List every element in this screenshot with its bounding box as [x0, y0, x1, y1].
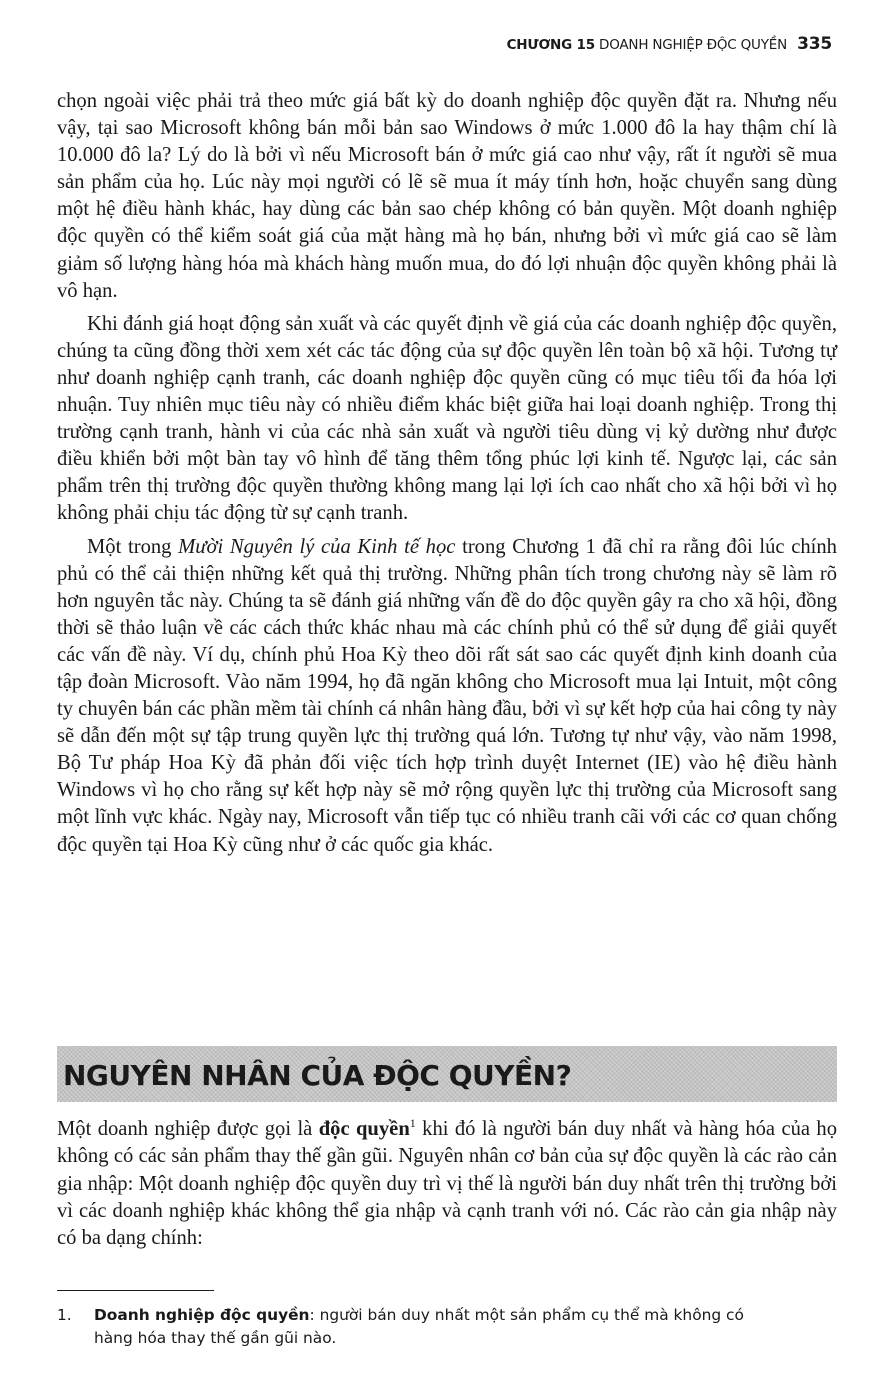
footnote-definition-continued: hàng hóa thay thế gần gũi nào.: [94, 1329, 337, 1347]
footnote-term: Doanh nghiệp độc quyền: [94, 1306, 310, 1324]
paragraph-3-rest: trong Chương 1 đã chỉ ra rằng đôi lúc chính phủ có thể cải thiện những kết quả thị trường. Những phân tích trong chương này sẽ làm rõ hơn nguyên tắc này. Chúng ta sẽ đánh giá những vấn đề do độc quyền gây ra cho xã hội, đồng thời sẽ thảo luận về các cách thức khác nhau mà các chính phủ có thể sử dụng để giải quyết các vấn đề này. Ví dụ, chính phủ Hoa Kỳ theo dõi rất sát sao các quyết định kinh doanh của tập đoàn Microsoft. Vào năm 1994, họ đã ngăn không cho Microsoft mua lại Intuit, một công ty chuyên bán các phần mềm tài chính cá nhân hàng đầu, bởi vì sự kết hợp của hai công ty này sẽ dẫn đến một sự tập trung quyền lực thị trường quá lớn. Tương tự như vậy, vào năm 1998, Bộ Tư pháp Hoa Kỳ đã phản đối việc tích hợp trình duyệt Internet (IE) vào hệ điều hành Windows vì họ cho rằng sự kết hợp này sẽ mở rộng quyền lực thị trường của Microsoft sang một lĩnh vực khác. Ngày nay, Microsoft vẫn tiếp tục có nhiều tranh cãi với các cơ quan chống độc quyền tại Hoa Kỳ cũng như ở các quốc gia khác.: [57, 535, 837, 856]
chapter-label: CHƯƠNG 15: [506, 37, 595, 53]
footnote-reference: 1: [409, 1116, 416, 1131]
section-title: NGUYÊN NHÂN CỦA ĐỘC QUYỀN?: [63, 1059, 572, 1092]
section-text-start: Một doanh nghiệp được gọi là: [57, 1118, 319, 1140]
footnote: [57, 1304, 847, 1350]
section-text-rest: khi đó là người bán duy nhất và hàng hóa của họ không có các sản phẩm thay thế gần gũi. Nguyên nhân cơ bản của sự độc quyền là các rào cản gia nhập: Một doanh nghiệp độc quyền duy trì vị thế là người bán duy nhất trên thị trường bởi vì các doanh nghiệp khác không thể gia nhập và cạnh tranh với nó. Các rào cản gia nhập này có ba dạng chính:: [57, 1118, 838, 1250]
body-text: [57, 88, 837, 859]
book-title-reference: Mười Nguyên lý của Kinh tế học: [178, 535, 456, 558]
running-header: [507, 34, 832, 54]
section-paragraph: [57, 1116, 837, 1252]
paragraph-3: [57, 534, 837, 859]
key-term: độc quyền: [318, 1118, 410, 1140]
footnote-number: 1.: [57, 1306, 72, 1324]
chapter-title: DOANH NGHIỆP ĐỘC QUYỀN: [599, 37, 788, 53]
paragraph-2: Khi đánh giá hoạt động sản xuất và các quyết định về giá của các doanh nghiệp độc quyền, chúng ta cũng đồng thời xem xét các tác động của sự độc quyền lên toàn bộ xã hội. Tương tự như doanh nghiệp cạnh tranh, các doanh nghiệp độc quyền cũng có mục tiêu tối đa hóa lợi nhuận. Tuy nhiên mục tiêu này có nhiều điểm khác biệt giữa hai loại doanh nghiệp. Trong thị trường cạnh tranh, hành vi của các nhà sản xuất và người tiêu dùng vị kỷ dường như được điều khiển bởi một bàn tay vô hình để tăng thêm tổng phúc lợi kinh tế. Ngược lại, các sản phẩm trên thị trường độc quyền thường không mang lại lợi ích cao nhất cho xã hội bởi vì họ không phải chịu tác động từ sự cạnh tranh.: [57, 312, 837, 525]
section-heading-bar: [57, 1046, 837, 1102]
footnote-divider: [57, 1290, 214, 1291]
page-number: 335: [797, 34, 832, 54]
paragraph-3-start: Một trong: [87, 535, 179, 558]
paragraph-1: chọn ngoài việc phải trả theo mức giá bất kỳ do doanh nghiệp độc quyền đặt ra. Nhưng nếu vậy, tại sao Microsoft không bán mỗi bản sao Windows ở mức 1.000 đô la hay thậm chí là 10.000 đô la? Lý do là bởi vì nếu Microsoft bán ở mức giá cao như vậy, rất ít người sẽ mua sản phẩm của họ. Lúc này mọi người có lẽ sẽ mua ít máy tính hơn, hoặc chuyển sang dùng một hệ điều hành khác, hay dùng các bản sao chép không có bản quyền. Một doanh nghiệp độc quyền có thể kiểm soát giá của mặt hàng mà họ bán, nhưng bởi vì mức giá cao sẽ làm giảm số lượng hàng hóa mà khách hàng muốn mua, do đó lợi nhuận độc quyền không phải là vô hạn.: [57, 90, 837, 302]
footnote-definition: : người bán duy nhất một sản phẩm cụ thể mà không có: [309, 1306, 744, 1324]
